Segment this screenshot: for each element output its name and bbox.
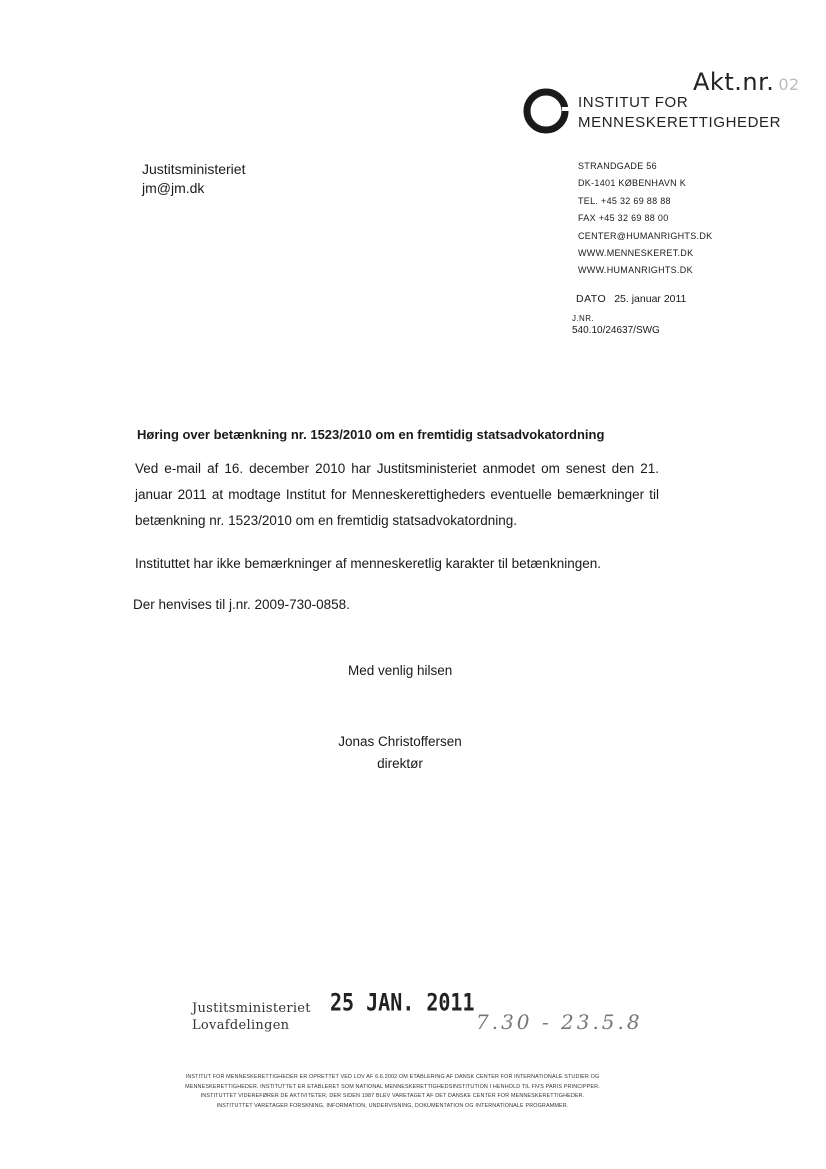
date-label: DATO xyxy=(576,293,607,305)
recipient-block xyxy=(142,160,245,198)
recipient-email: jm@jm.dk xyxy=(142,180,205,196)
received-stamp-date: 25 JAN. 2011 xyxy=(330,987,475,1017)
sender-website-2: WWW.HUMANRIGHTS.DK xyxy=(578,265,693,276)
date-value: 25. januar 2011 xyxy=(614,293,687,305)
signer-name: Jonas Christoffersen xyxy=(338,734,462,749)
archive-stamp xyxy=(693,68,800,96)
received-stamp-label xyxy=(192,1000,311,1034)
sender-website-1: WWW.MENNESKERET.DK xyxy=(578,248,694,259)
footer-line-2: MENNESKERETTIGHEDER. INSTITUTTET ER ETABLERET SOM NATIONAL MENNESKERETTIGHEDSINSTITUTION I HENHOLD TIL FN'S PARIS PRINCIPPER. xyxy=(185,1083,600,1090)
institute-footer xyxy=(140,1073,645,1111)
journal-number xyxy=(572,313,660,337)
logo-line-1: INSTITUT FOR xyxy=(578,94,689,111)
signer-title: direktør xyxy=(377,756,423,771)
institute-logo-text xyxy=(578,93,781,133)
signature-block xyxy=(300,731,500,775)
logo-line-2: MENNESKERETTIGHEDER xyxy=(578,114,782,131)
handwritten-reference: 7.30 - 23.5.8 xyxy=(476,1010,643,1034)
closing-salutation: Med venlig hilsen xyxy=(348,663,453,678)
journal-number-label: J.NR. xyxy=(572,314,594,323)
sender-email: CENTER@HUMANRIGHTS.DK xyxy=(578,230,713,241)
journal-number-value: 540.10/24637/SWG xyxy=(572,325,660,336)
sender-contact-block xyxy=(578,158,712,280)
received-stamp-line-1: Justitsministeriet xyxy=(192,1001,311,1016)
sender-phone: TEL. +45 32 69 88 88 xyxy=(578,195,671,206)
institute-logo-icon xyxy=(522,87,570,135)
body-paragraph-1: Ved e-mail af 16. december 2010 har Justitsministeriet anmodet om senest den 21. januar 2011 at modtage Institut for Menneskerettigheders eventuelle bemærkninger til betænkning nr. 1523/2010 om en fremtidig statsadvokatordning. xyxy=(135,461,659,528)
sender-fax: FAX +45 32 69 88 00 xyxy=(578,213,669,224)
archive-stamp-label: Akt.nr. xyxy=(693,68,775,96)
footer-line-3: INSTITUTTET VIDEREFØRER DE AKTIVITETER, DER SIDEN 1987 BLEV VARETAGET AF DET DANSKE CENTER FOR MENNESKERETTIGHEDER. xyxy=(200,1093,585,1099)
sender-address: STRANDGADE 56 xyxy=(578,161,657,171)
body-paragraph-2: Instituttet har ikke bemærkninger af menneskeretlig karakter til betænkningen. xyxy=(135,556,601,571)
recipient-name: Justitsministeriet xyxy=(142,161,246,177)
footer-line-4: INSTITUTTET VARETAGER FORSKNING, INFORMATION, UNDERVISNING, DOKUMENTATION OG INTERNATIONALE PROGRAMMER. xyxy=(216,1102,569,1109)
letter-date xyxy=(576,293,686,305)
letter-subject: Høring over betænkning nr. 1523/2010 om en fremtidig statsadvokatordning xyxy=(137,427,605,442)
received-stamp-line-2: Lovafdelingen xyxy=(192,1018,290,1033)
archive-stamp-number: 02 xyxy=(778,75,800,94)
sender-city: DK-1401 KØBENHAVN K xyxy=(578,178,687,189)
body-paragraph-3: Der henvises til j.nr. 2009-730-0858. xyxy=(133,597,350,612)
footer-line-1: INSTITUT FOR MENNESKERETTIGHEDER ER OPRETTET VED LOV AF 6.6.2002 OM ETABLERING AF DANSK CENTER FOR INTERNATIONALE STUDIER OG xyxy=(185,1074,600,1080)
